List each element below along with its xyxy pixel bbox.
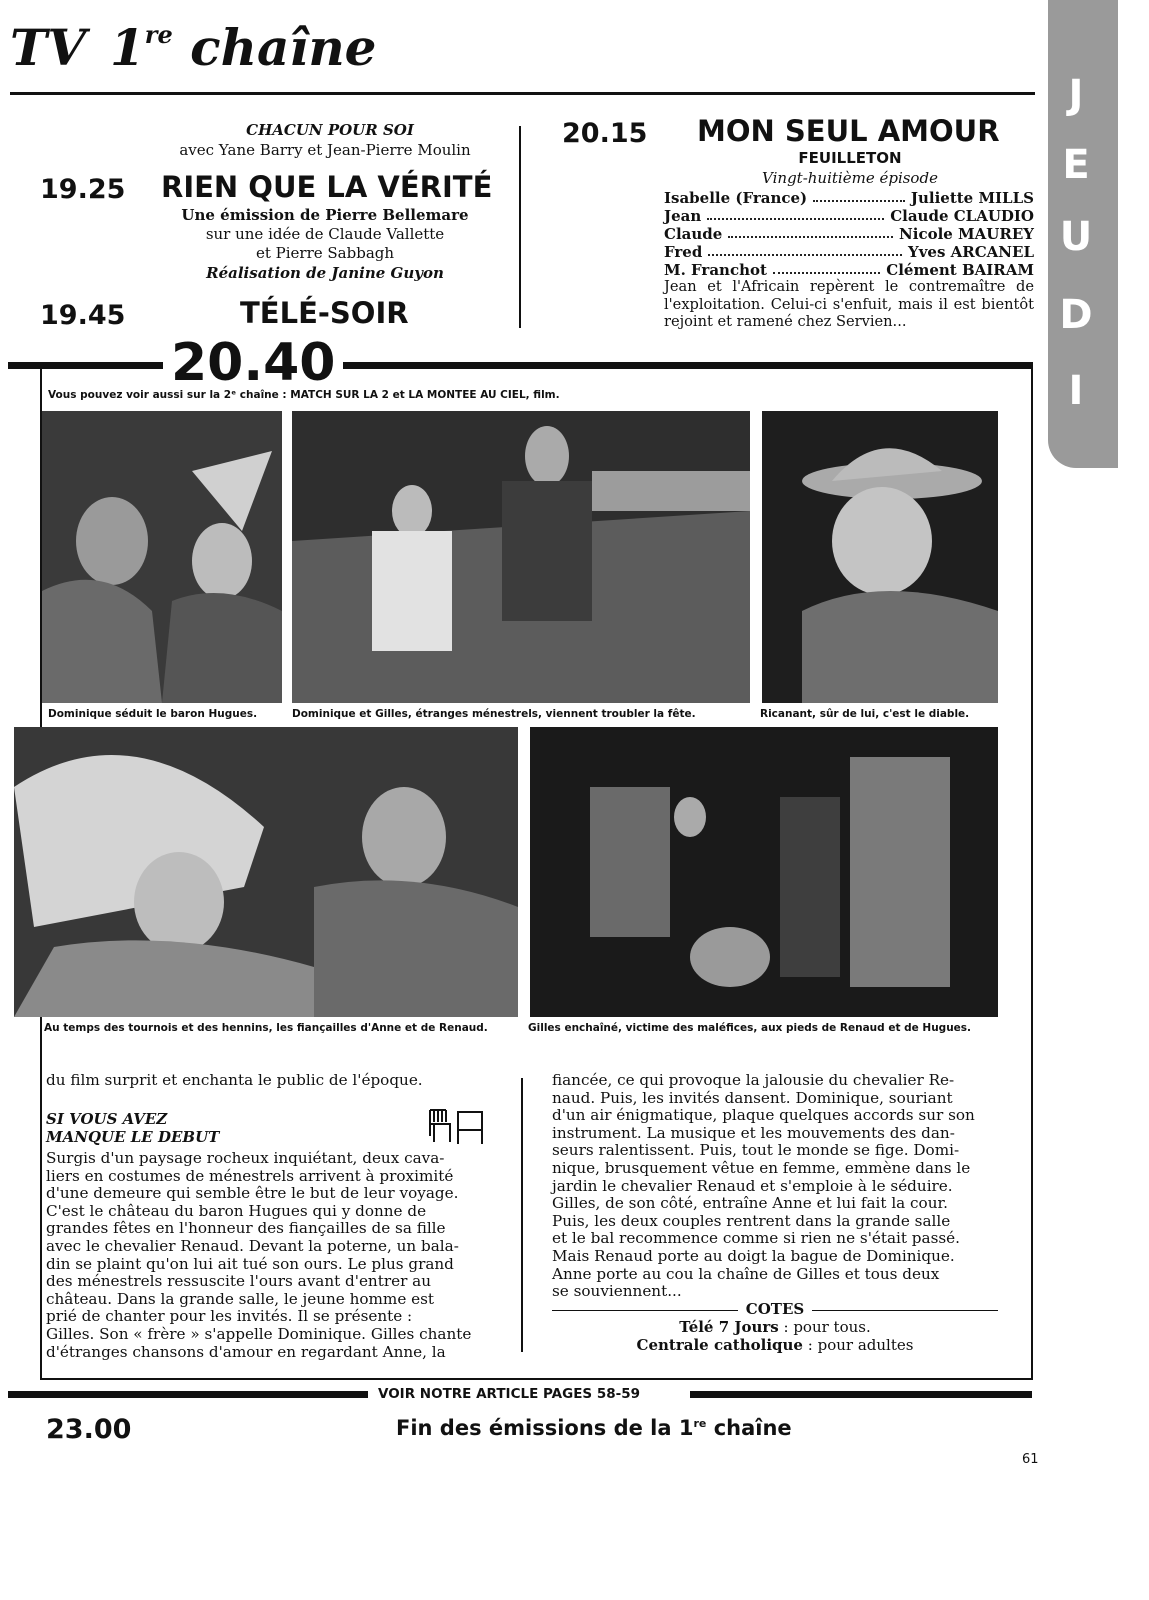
chacun-title: CHACUN POUR SOI <box>246 121 414 139</box>
cote-tele7: Télé 7 Jours : pour tous. <box>679 1318 871 1336</box>
intro-line: du film surprit et enchanta le public de l'époque. <box>46 1071 423 1089</box>
time-2015: 20.15 <box>562 118 648 149</box>
caption-1: Dominique séduit le baron Hugues. <box>48 708 258 720</box>
end-of-broadcast: Fin des émissions de la 1re chaîne <box>396 1416 792 1440</box>
section-title: SI VOUS AVEZ MANQUE LE DEBUT <box>46 1110 220 1146</box>
footer-rule-right <box>690 1391 1032 1398</box>
cotes-rule-left <box>552 1310 738 1311</box>
time-1945: 19.45 <box>40 300 126 331</box>
cote-centrale: Centrale catholique : pour adultes <box>636 1336 914 1354</box>
title-1925: RIEN QUE LA VÉRITÉ <box>161 170 493 204</box>
genre-2015: FEUILLETON <box>798 149 902 167</box>
p1925-line2: sur une idée de Claude Vallette <box>205 225 445 243</box>
article-link: VOIR NOTRE ARTICLE PAGES 58-59 <box>378 1386 641 1402</box>
day-tab <box>1048 0 1118 468</box>
header-rule <box>10 92 1035 95</box>
chair-table-icon <box>426 1106 486 1146</box>
caption-2: Dominique et Gilles, étranges ménestrels, viennent troubler la fête. <box>292 708 696 720</box>
photo-fiancailles <box>14 727 518 1017</box>
cast-row: Jean Claude CLAUDIO <box>664 207 1034 225</box>
title-1945: TÉLÉ-SOIR <box>240 296 409 330</box>
photo-gilles-enchaine <box>530 727 998 1017</box>
cotes-rule-right <box>812 1310 998 1311</box>
cast-row: Isabelle (France) Juliette MILLS <box>664 189 1034 207</box>
chacun-cast: avec Yane Barry et Jean-Pierre Moulin <box>179 141 471 159</box>
day-letter: J <box>1068 72 1084 118</box>
page-title-prefix: TV <box>10 18 87 77</box>
time-1925: 19.25 <box>40 174 126 205</box>
page-number: 61 <box>1022 1452 1039 1467</box>
photo-menestrels-fete <box>292 411 750 703</box>
body-left: Surgis d'un paysage rocheux inquiétant, deux cava- liers en costumes de ménestrels arrivent à proximité d'une demeure qui semble être le but de leur voyage. C'est le château du baron Hugues qui y donne de grandes fêtes en l'honneur des fiançailles de sa fille avec le chevalier Renaud. Devant la poterne, un bala- din se plaint qu'on lui ait tué son ours. Le plus grand des ménestrels ressuscite l'ours avant d'entrer au château. Dans la grande salle, le jeune homme est prié de chanter pour les invités. Il se présente : Gilles. Son « frère » s'appelle Dominique. Gilles chante d'étranges chansons d'amour en regardant Anne, la <box>46 1149 472 1361</box>
title-2015: MON SEUL AMOUR <box>697 114 1000 148</box>
day-letter: D <box>1059 292 1093 338</box>
cast-row: Claude Nicole MAUREY <box>664 225 1034 243</box>
day-letter: U <box>1059 214 1093 260</box>
cast-row: M. Franchot Clément BAIRAM <box>664 261 1034 279</box>
caption-4: Au temps des tournois et des hennins, les fiançailles d'Anne et de Renaud. <box>44 1022 488 1034</box>
day-letter: E <box>1062 142 1090 188</box>
column-divider <box>519 126 521 328</box>
p1925-line1: Une émission de Pierre Bellemare <box>181 206 469 224</box>
page-title: 1re chaîne <box>110 18 377 77</box>
body-divider <box>521 1078 523 1352</box>
caption-5: Gilles enchaîné, victime des maléfices, aux pieds de Renaud et de Hugues. <box>528 1022 972 1034</box>
p1925-line4: Réalisation de Janine Guyon <box>206 264 444 282</box>
photo-diable <box>762 411 998 703</box>
footer-rule-left <box>8 1391 368 1398</box>
episode-2015: Vingt-huitième épisode <box>762 169 938 187</box>
body-right: fiancée, ce qui provoque la jalousie du chevalier Re- naud. Puis, les invités dansent. Dominique, souriant d'un air énigmatique, plaque quelques accords sur son instrument. La musique et les mouvements des dan- seurs ralentissent. Puis, tout le monde se fige. Domi- nique, brusquement vêtue en femme, emmène dans le jardin le chevalier Renaud et s'emploie à le séduire. Gilles, de son côté, entraîne Anne et lui fait la cour. Puis, les deux couples rentrent dans la grande salle et le bal recommence comme si rien ne s'était passé. Mais Renaud porte au doigt la bague de Dominique. Anne porte au cou la chaîne de Gilles et tous deux se souviennent... <box>552 1071 975 1301</box>
photo-baron-hugues <box>42 411 282 703</box>
cotes-title: COTES <box>745 1300 805 1318</box>
synopsis-2015: Jean et l'Africain repèrent le contremaître de l'exploitation. Celui-ci s'enfuit, mais il est bientôt rejoint et ramené chez Servien... <box>664 278 1034 331</box>
p1925-line3: et Pierre Sabbagh <box>255 244 395 262</box>
time-2300: 23.00 <box>46 1414 132 1445</box>
second-channel-note: Vous pouvez voir aussi sur la 2ᵉ chaîne : MATCH SUR LA 2 et LA MONTEE AU CIEL, film. <box>48 389 560 401</box>
cast-row: Fred Yves ARCANEL <box>664 243 1034 261</box>
day-letter: I <box>1068 368 1084 414</box>
caption-3: Ricanant, sûr de lui, c'est le diable. <box>760 708 970 720</box>
time-2040: 20.40 <box>163 333 343 393</box>
